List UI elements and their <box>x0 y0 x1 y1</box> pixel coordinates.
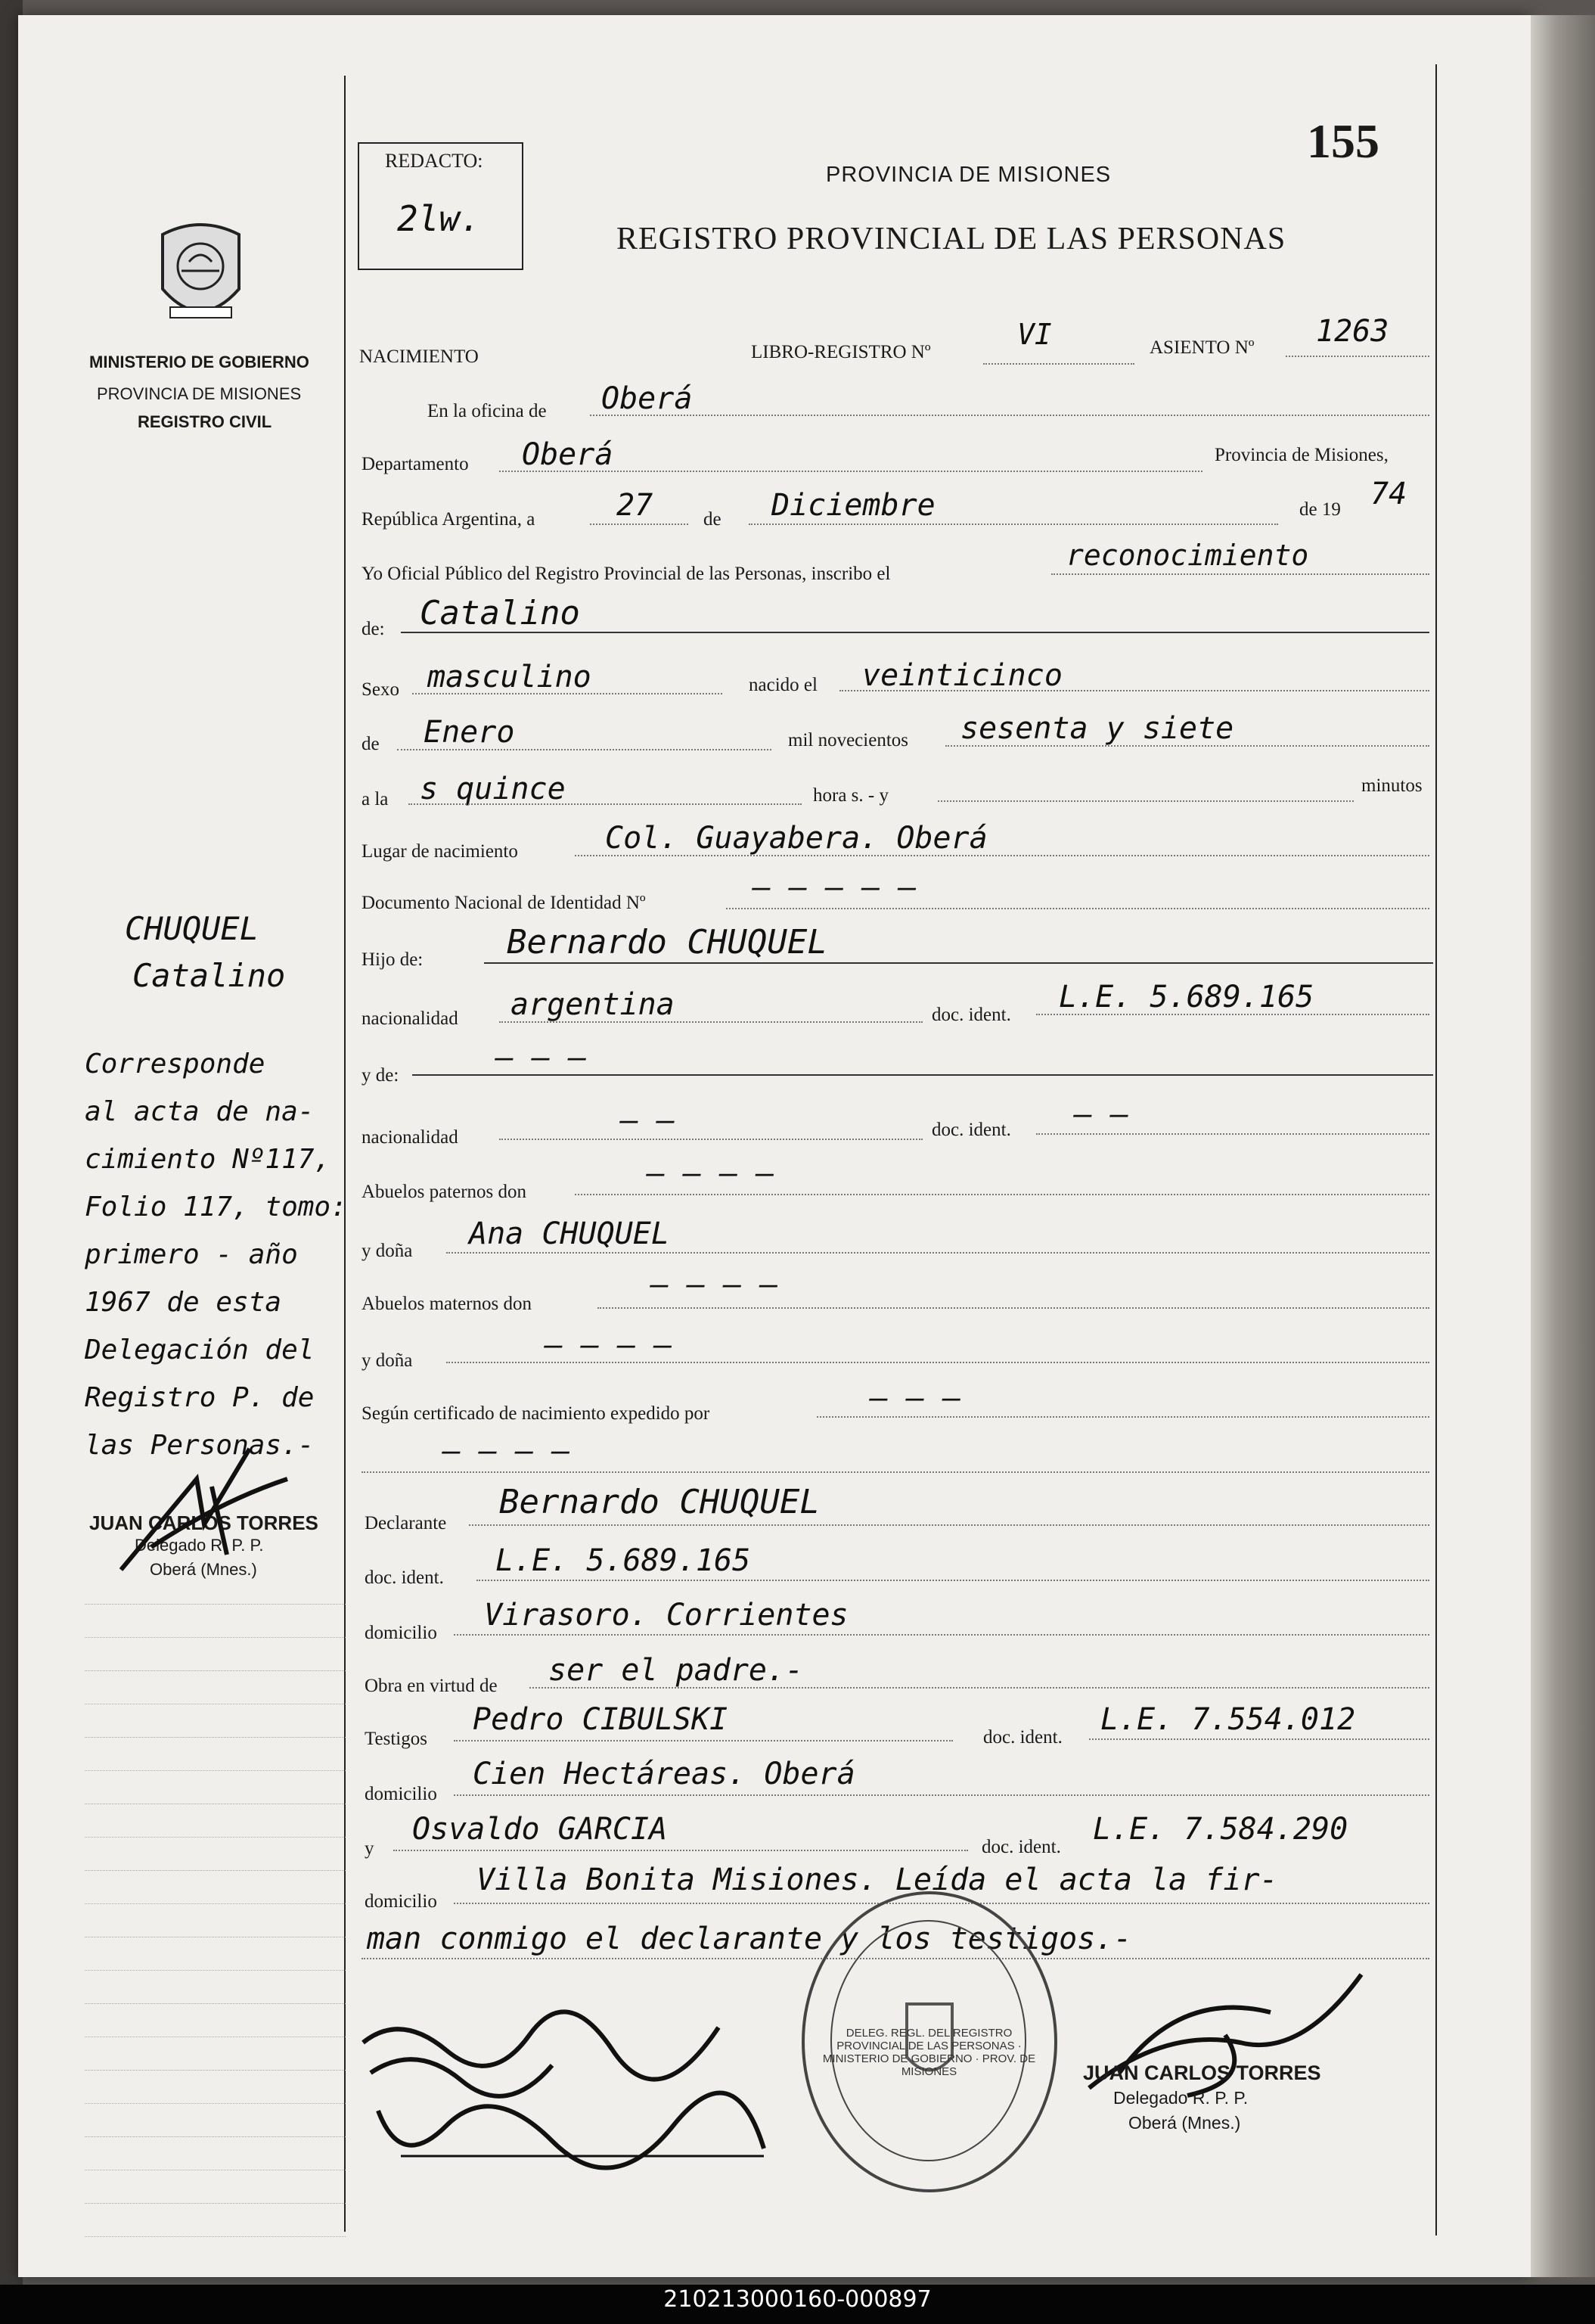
y-label: y <box>365 1838 374 1859</box>
dni-field-line <box>726 908 1429 909</box>
declarante-domicilio-value: Virasoro. Corrientes <box>484 1598 849 1633</box>
margin-ruled-line <box>85 1870 346 1871</box>
segun-label: Según certificado de nacimiento expedido por <box>362 1403 710 1424</box>
margin-ruled-line <box>85 2003 346 2004</box>
redacto-box <box>358 142 523 270</box>
official-name: JUAN CARLOS TORRES <box>1083 2061 1321 2084</box>
testigo2-doc-label: doc. ident. <box>982 1837 1061 1857</box>
departamento-value: Oberá <box>522 437 613 472</box>
domicilio-label: domicilio <box>365 1623 437 1643</box>
margin-stamp-place: Oberá (Mnes.) <box>150 1560 257 1579</box>
margin-note <box>85 1040 357 1469</box>
provincia-label: Provincia de Misiones, <box>1215 445 1389 465</box>
mes-nac-value: Enero <box>424 715 515 750</box>
abuela-materna-value: — — — — <box>545 1328 672 1362</box>
margin-ruled-line <box>85 1670 346 1671</box>
testigos-label: Testigos <box>365 1729 427 1749</box>
margin-ruled-line <box>85 1770 346 1771</box>
margin-ruled-line <box>85 2103 346 2104</box>
hora-value: s quince <box>420 772 566 806</box>
y-dona-materna-label: y doña <box>362 1350 413 1371</box>
testigo2-field-line <box>393 1850 968 1851</box>
nacionalidad-madre-value: — — <box>620 1103 675 1138</box>
nacido-label: nacido el <box>749 675 818 695</box>
testigo1-domicilio-field-line <box>454 1794 1429 1796</box>
margin-ruled-line <box>85 2136 346 2137</box>
margin-ruled-line <box>85 1737 346 1738</box>
dni-value: — — — — — <box>753 870 917 905</box>
asiento-label: ASIENTO Nº <box>1150 337 1255 358</box>
margin-note-line: 1967 de esta <box>85 1287 282 1318</box>
anio-value: 74 <box>1370 477 1407 511</box>
oficial-field-line <box>1051 573 1429 575</box>
oficina-label: En la oficina de <box>427 401 547 421</box>
departamento-label: Departamento <box>362 454 469 474</box>
abuelo-materno-field-line <box>597 1307 1429 1309</box>
testigo1-domicilio-label: domicilio <box>365 1784 437 1804</box>
testigo1-doc-label: doc. ident. <box>983 1727 1063 1748</box>
doc-padre-field-line <box>1036 1014 1429 1015</box>
nacionalidad-padre-field-line <box>499 1021 923 1023</box>
margin-note-line: las Personas.- <box>85 1430 315 1461</box>
hijo-label: Hijo de: <box>362 949 424 970</box>
margin-note-line: primero - año <box>85 1239 298 1270</box>
sexo-label: Sexo <box>362 679 399 700</box>
nacionalidad-madre-field-line <box>499 1139 923 1140</box>
record-type: NACIMIENTO <box>359 346 479 367</box>
redacto-initials: 2lw. <box>397 198 481 239</box>
dia-value: 27 <box>616 488 653 523</box>
sexo-field-line <box>412 693 722 694</box>
testigo1-value: Pedro CIBULSKI <box>473 1702 728 1737</box>
margin-note-line: Corresponde <box>85 1049 265 1080</box>
right-border-rule <box>1435 64 1437 2235</box>
nacido-value: veinticinco <box>862 658 1063 693</box>
dia-field-line <box>590 524 688 525</box>
declarante-field-line <box>469 1524 1429 1526</box>
margin-note-line: Folio 117, tomo: <box>85 1192 347 1223</box>
mil-label: mil novecientos <box>788 730 908 750</box>
padre-field-line <box>484 962 1433 964</box>
witness-signatures <box>355 1997 779 2179</box>
registry-label: REGISTRO CIVIL <box>138 412 272 431</box>
nacionalidad-label: nacionalidad <box>362 1008 458 1029</box>
margin-signature <box>106 1434 303 1585</box>
testigo1-field-line <box>454 1740 953 1741</box>
de2-label: de <box>362 734 380 754</box>
segun-value-continued: — — — — <box>442 1434 570 1468</box>
testigo2-value: Osvaldo GARCIA <box>412 1812 668 1847</box>
anio-nac-value: sesenta y siete <box>960 711 1234 746</box>
province-label: PROVINCIA DE MISIONES <box>97 384 302 403</box>
abuelos-paternos-label: Abuelos paternos don <box>362 1182 527 1202</box>
mes-field-line <box>749 524 1278 525</box>
oficina-field-line <box>590 415 1429 416</box>
official-place: Oberá (Mnes.) <box>1128 2113 1241 2133</box>
madre-field-line <box>412 1074 1433 1076</box>
declarante-doc-value: L.E. 5.689.165 <box>495 1543 751 1578</box>
abuelo-materno-value: — — — — <box>650 1267 778 1302</box>
ministry-label: MINISTERIO DE GOBIERNO <box>89 353 309 371</box>
doc-madre-value: — — <box>1074 1097 1129 1132</box>
margin-note-line: Registro P. de <box>85 1382 315 1413</box>
margin-ruled-line <box>85 2236 346 2237</box>
dni-label: Documento Nacional de Identidad Nº <box>362 893 646 913</box>
folio-number: 155 <box>1307 114 1379 168</box>
testigo1-doc-value: L.E. 7.554.012 <box>1100 1702 1356 1737</box>
page-stack-edge <box>1531 15 1595 2277</box>
republica-label: República Argentina, a <box>362 509 535 530</box>
doc-label: doc. ident. <box>932 1005 1011 1025</box>
declarante-domicilio-field-line <box>454 1634 1429 1636</box>
nacido-field-line <box>839 690 1429 691</box>
doc-padre-value: L.E. 5.689.165 <box>1059 980 1314 1014</box>
doc-ident-label: doc. ident. <box>365 1567 444 1588</box>
libro-label: LIBRO-REGISTRO Nº <box>751 342 931 362</box>
lugar-label: Lugar de nacimiento <box>362 841 518 862</box>
province-heading: PROVINCIA DE MISIONES <box>826 163 1112 187</box>
declarante-doc-field-line <box>476 1580 1429 1581</box>
mes-nac-field-line <box>397 749 771 750</box>
testigo1-doc-field-line <box>1089 1738 1429 1740</box>
margin-stamp-name: JUAN CARLOS TORRES <box>89 1512 318 1534</box>
official-signature <box>1074 1944 1392 2111</box>
margin-surname: CHUQUEL <box>125 910 259 947</box>
minutos-field-line <box>938 800 1354 802</box>
nombre-value: Catalino <box>420 594 580 632</box>
mes-value: Diciembre <box>771 488 936 523</box>
departamento-field-line <box>499 471 1202 472</box>
madre-value: — — — <box>495 1040 587 1075</box>
margin-note-line: al acta de na- <box>85 1096 315 1127</box>
abuela-paterna-value: Ana CHUQUEL <box>469 1216 669 1251</box>
abuela-materna-field-line <box>446 1362 1429 1363</box>
abuela-paterna-field-line <box>446 1252 1429 1254</box>
minutos-label: minutos <box>1361 775 1423 796</box>
closing-line: man conmigo el declarante y los testigos.- <box>367 1922 1132 1956</box>
margin-stamp-title: Delegado R. P. P. <box>135 1536 264 1555</box>
doc-madre-field-line <box>1036 1133 1429 1135</box>
nombre-field-line <box>401 632 1429 633</box>
margin-ruled-line <box>85 2203 346 2204</box>
declarante-label: Declarante <box>365 1513 447 1533</box>
official-title: Delegado R. P. P. <box>1113 2088 1249 2108</box>
margin-ruled-line <box>85 1837 346 1838</box>
de-label: de <box>703 509 721 530</box>
lugar-field-line <box>575 855 1429 856</box>
asiento-field-line <box>1286 356 1429 357</box>
sexo-value: masculino <box>427 660 591 694</box>
y-dona-label: y doña <box>362 1241 413 1261</box>
hora-label: hora s. - y <box>813 785 889 806</box>
nacionalidad-madre-label: nacionalidad <box>362 1127 458 1148</box>
seal-text: DELEG. REGL. DEL REGISTRO PROVINCIAL DE LAS PERSONAS · MINISTERIO DE GOBIERNO · PROV. DE MISIONES <box>822 2027 1036 2078</box>
testigo2-domicilio-value: Villa Bonita Misiones. Leída el acta la fir- <box>476 1863 1278 1897</box>
segun-continued-field-line <box>362 1471 1429 1473</box>
redacto-label: REDACTO: <box>385 150 483 172</box>
obra-label: Obra en virtud de <box>365 1676 498 1696</box>
de-colon-label: de: <box>362 619 385 639</box>
testigo2-doc-value: L.E. 7.584.290 <box>1093 1812 1348 1847</box>
oficial-value: reconocimiento <box>1066 539 1309 572</box>
margin-ruled-line <box>85 2070 346 2071</box>
nacionalidad-padre-value: argentina <box>510 987 675 1022</box>
libro-value: VI <box>1017 318 1052 351</box>
oficial-text: Yo Oficial Público del Registro Provincial de las Personas, inscribo el <box>362 564 891 584</box>
coat-of-arms-emblem <box>154 219 248 333</box>
margin-given-name: Catalino <box>132 957 286 994</box>
abuelo-paterno-value: — — — — <box>647 1156 774 1191</box>
margin-ruled-line <box>85 1970 346 1971</box>
libro-field-line <box>983 363 1134 365</box>
image-id-label: 210213000160-000897 <box>663 2286 932 2313</box>
segun-value: — — — <box>870 1381 961 1415</box>
padre-value: Bernardo CHUQUEL <box>507 923 827 962</box>
abuelos-maternos-label: Abuelos maternos don <box>362 1294 532 1314</box>
registry-seal <box>802 1891 1057 2192</box>
margin-ruled-line <box>85 1637 346 1638</box>
testigo2-domicilio-label: domicilio <box>365 1891 437 1912</box>
obra-field-line <box>529 1687 1429 1689</box>
obra-value: ser el padre.- <box>548 1653 804 1688</box>
margin-ruled-line <box>85 1903 346 1904</box>
y-de-label: y de: <box>362 1065 399 1086</box>
declarante-value: Bernardo CHUQUEL <box>499 1483 820 1521</box>
ala-label: a la <box>362 789 389 809</box>
doc-madre-label: doc. ident. <box>932 1120 1011 1140</box>
asiento-value: 1263 <box>1316 314 1389 349</box>
anio-label: de 19 <box>1299 499 1341 520</box>
segun-field-line <box>817 1416 1429 1418</box>
testigo1-domicilio-value: Cien Hectáreas. Oberá <box>473 1757 855 1791</box>
hora-field-line <box>408 803 802 805</box>
lugar-value: Col. Guayabera. Oberá <box>605 821 988 856</box>
abuelo-paterno-field-line <box>575 1194 1429 1195</box>
oficina-value: Oberá <box>601 381 693 416</box>
anio-nac-field-line <box>945 745 1429 747</box>
margin-note-line: Delegación del <box>85 1334 315 1366</box>
page-title: REGISTRO PROVINCIAL DE LAS PERSONAS <box>616 222 1286 256</box>
margin-ruled-line <box>85 1604 346 1605</box>
margin-note-line: cimiento Nº117, <box>85 1144 331 1175</box>
